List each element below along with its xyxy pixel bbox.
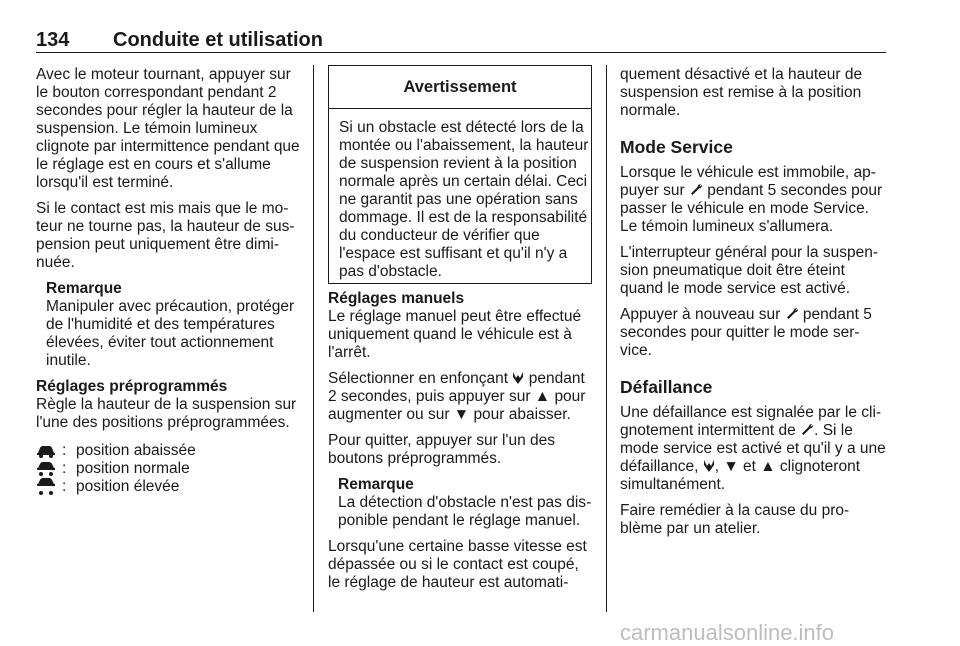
paragraph: Lorsque le véhicule est immobile, appuyer sur pendant 5 secondes pour passer le véhicule en mode Service. Le témoin lumineux s'allumera. — [620, 164, 883, 235]
page-header — [36, 28, 886, 52]
suspension-manual-icon — [512, 371, 524, 385]
paragraph: L'interrupteur général pour la suspension pneumatique doit être éteint quand le mode service est activé. — [620, 244, 879, 297]
paragraph: Avec le moteur tournant, appuyer sur le bouton correspondant pendant 2 secondes pour régler la hauteur de la suspension. Le témoin lumineux clignote par intermittence pendant que le réglage est en cours et s'allume lorsqu'il est terminé. — [36, 66, 300, 191]
page-title: Conduite et utilisation — [113, 29, 323, 51]
warning-text: Si un obstacle est détecté lors de la montée ou l'abaissement, la hauteur de suspension revient à la position normale après un certain délai. Ceci ne garantit pas une opération sans dommage. Il est de la responsabilité du conducteur de vérifier que l'espace est suffisant et qu'il n'y a pas d'obstacle. — [339, 119, 589, 280]
note — [46, 280, 300, 370]
warning-title: Avertissement — [329, 66, 591, 109]
column-3 — [620, 66, 886, 546]
paragraph: Le réglage manuel peut être effectué uniquement quand le véhicule est à l'arrêt. — [328, 308, 582, 361]
position-label: position élevée — [76, 478, 180, 495]
note-text: La détection d'obstacle n'est pas disponible pendant le réglage manuel. — [338, 494, 592, 529]
list-item: : position élevée — [36, 478, 300, 496]
subheading: Réglages manuels — [328, 290, 465, 307]
paragraph: Une défaillance est signalée par le clignotement intermittent de . Si le mode service est activé et qu'il y a une défaillance, , ▼ et ▲ clignoteront simultanément. — [620, 404, 886, 493]
wrench-icon — [785, 307, 799, 321]
position-list — [36, 442, 300, 496]
column-1 — [36, 66, 300, 496]
paragraph: Règle la hauteur de la suspension sur l'une des positions préprogrammées. — [36, 396, 297, 431]
paragraph: Lorsqu'une certaine basse vitesse est dépassée ou si le contact est coupé, le réglage de hauteur est automati- — [328, 538, 587, 591]
warning-box — [328, 65, 592, 284]
position-label: position abaissée — [76, 442, 196, 459]
paragraph: Appuyer à nouveau sur pendant 5 secondes pour quitter le mode service. — [620, 306, 872, 359]
note — [338, 476, 592, 530]
paragraph: Sélectionner en enfonçant pendant 2 secondes, puis appuyer sur ▲ pour augmenter ou sur ▼ pour abaisser. — [328, 370, 586, 423]
column-divider-2 — [606, 65, 607, 612]
paragraph: quement désactivé et la hauteur de suspension est remise à la position normale. — [620, 66, 863, 119]
section-heading-fault: Défaillance — [620, 377, 713, 397]
column-2 — [328, 290, 592, 600]
suspension-manual-icon — [703, 459, 715, 473]
note-title: Remarque — [46, 280, 122, 297]
column-divider-1 — [313, 65, 314, 612]
position-label: position normale — [76, 460, 190, 477]
car-raised-icon — [36, 478, 62, 496]
wrench-icon — [689, 183, 703, 197]
note-title: Remarque — [338, 476, 414, 493]
list-item: : position normale — [36, 460, 300, 478]
page-number: 134 — [36, 29, 70, 51]
paragraph: Si le contact est mis mais que le moteur ne tourne pas, la hauteur de suspension peut uniquement être diminuée. — [36, 200, 295, 271]
watermark: carmanualsonline.info — [620, 620, 835, 645]
section-heading-service: Mode Service — [620, 137, 733, 157]
header-rule — [36, 52, 886, 53]
car-lowered-icon — [36, 444, 62, 458]
car-normal-icon — [36, 461, 62, 477]
paragraph: Pour quitter, appuyer sur l'un des boutons préprogrammés. — [328, 432, 555, 467]
subheading: Réglages préprogrammés — [36, 378, 228, 395]
list-item: : position abaissée — [36, 442, 300, 460]
paragraph: Faire remédier à la cause du problème par un atelier. — [620, 502, 850, 537]
wrench-icon — [800, 423, 814, 437]
note-text: Manipuler avec précaution, protéger de l'humidité et des températures élevées, éviter tout actionnement inutile. — [46, 298, 295, 369]
